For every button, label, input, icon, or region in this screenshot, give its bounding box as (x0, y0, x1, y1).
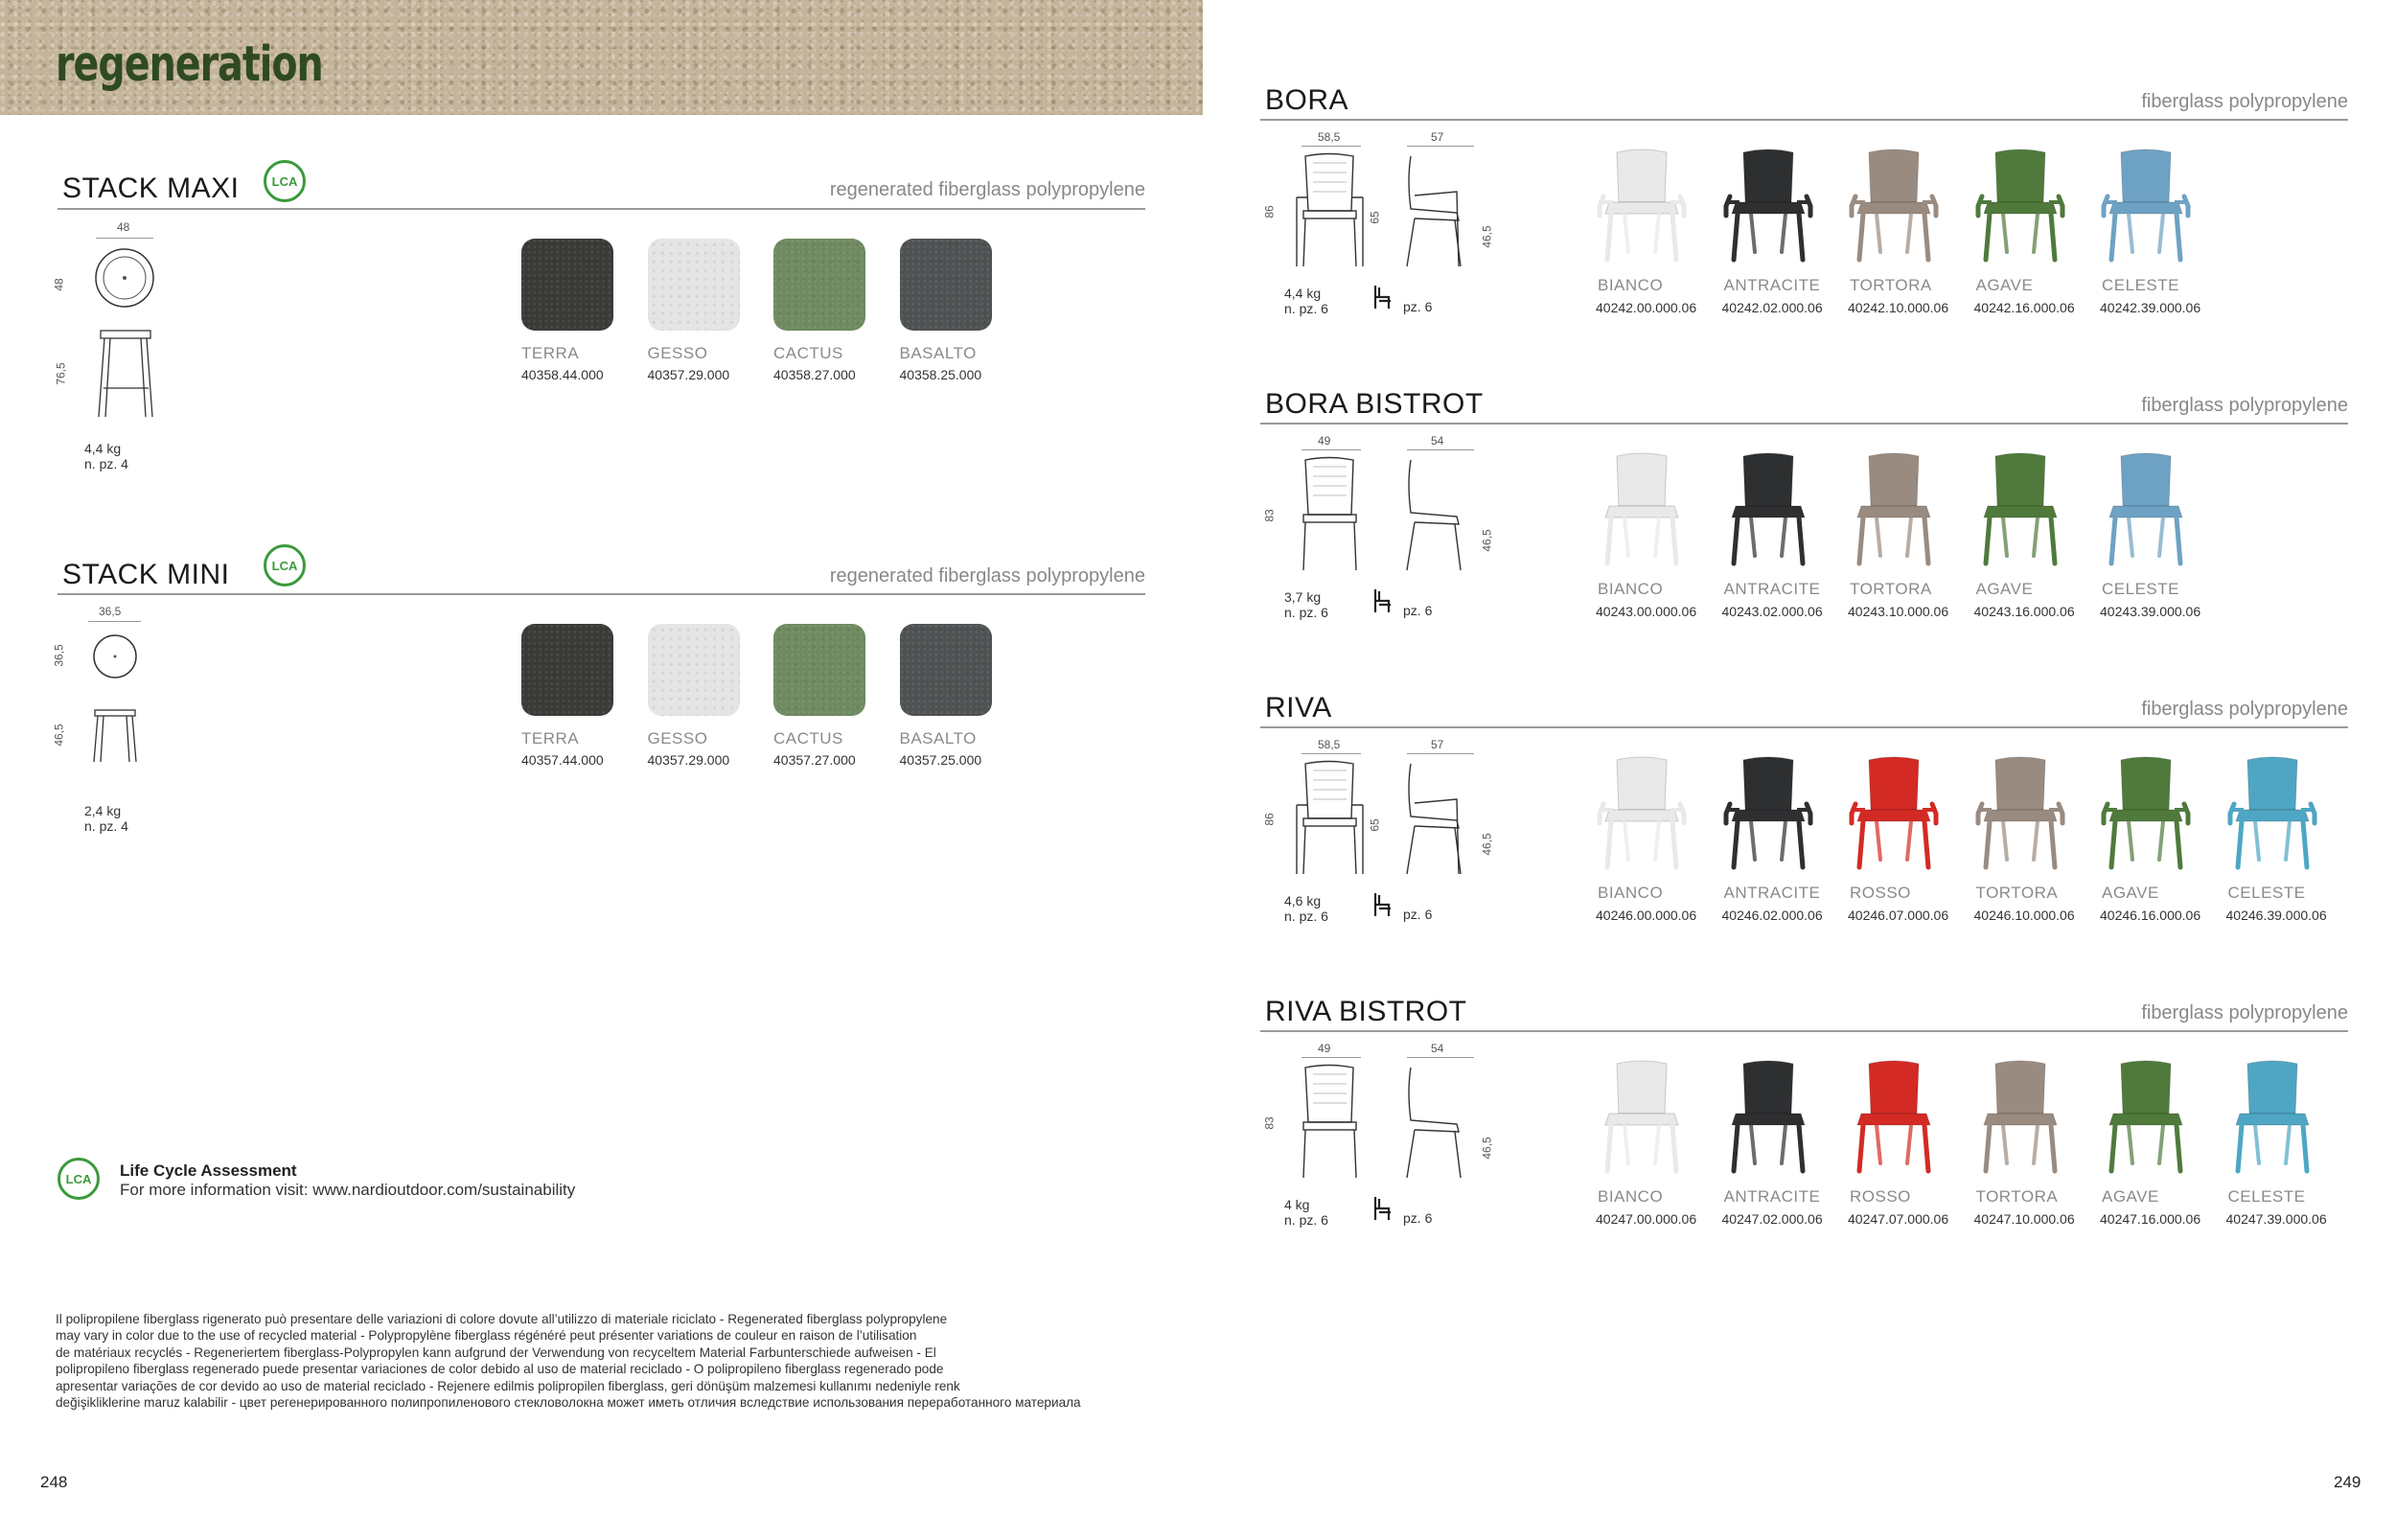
section-title: STACK MAXI (62, 172, 240, 204)
section-material: regenerated fiberglass polypropylene (829, 565, 1145, 586)
dim-width: 58,5 (1318, 130, 1341, 144)
disclaimer-line: may vary in color due to the use of recycled material - Polypropylène fiberglass régénéré peut présenter variations de couleur en raison de l’utilisation (56, 1328, 917, 1344)
lca-info-title: Life Cycle Assessment (120, 1161, 297, 1180)
chair-image-agave[interactable] (2100, 754, 2196, 874)
stack-icon (1372, 891, 1394, 923)
dim-line (88, 621, 141, 622)
dim-depth: 57 (1431, 738, 1444, 751)
color-name: BIANCO (1598, 580, 1664, 598)
dim-line (1407, 146, 1474, 147)
chair-image-bianco[interactable] (1596, 147, 1692, 266)
product-code: 40242.16.000.06 (1973, 300, 2075, 315)
color-swatch-cactus[interactable] (773, 239, 865, 331)
product-code: 40247.07.000.06 (1848, 1211, 1949, 1227)
product-code: 40246.07.000.06 (1848, 908, 1949, 923)
dim-depth: 54 (1431, 1042, 1444, 1055)
color-swatch-gesso[interactable] (648, 239, 740, 331)
section-title: RIVA BISTROT (1265, 996, 1467, 1027)
page-number: 249 (2334, 1473, 2361, 1491)
dim-depth: 48 (52, 278, 66, 291)
color-name: ROSSO (1850, 884, 1911, 902)
stool-mini-drawing (89, 632, 147, 767)
stack-pieces: pz. 6 (1403, 907, 1433, 922)
chair-front-drawing (1294, 151, 1366, 271)
color-name: CACTUS (773, 344, 843, 362)
chair-image-bianco[interactable] (1596, 450, 1692, 570)
chair-image-tortora[interactable] (1848, 147, 1944, 266)
section-divider (1260, 1030, 2348, 1032)
section-divider (1260, 423, 2348, 425)
dim-line (96, 238, 153, 239)
chair-side-drawing (1401, 1063, 1468, 1183)
product-code: 40242.00.000.06 (1596, 300, 1697, 315)
dim-seat-height: 46,5 (1480, 529, 1494, 552)
section-material: fiberglass polypropylene (2141, 91, 2348, 112)
dim-depth: 57 (1431, 130, 1444, 144)
color-swatch-terra[interactable] (521, 624, 613, 716)
chair-image-tortora[interactable] (1974, 1058, 2070, 1178)
pieces: n. pz. 6 (1284, 908, 1328, 924)
pieces: n. pz. 4 (84, 818, 128, 834)
chair-image-antracite[interactable] (1722, 147, 1818, 266)
dim-width: 48 (117, 220, 130, 234)
lca-badge-icon: LCA (58, 1158, 100, 1200)
dim-line (1302, 753, 1361, 754)
section-divider (1260, 726, 2348, 728)
product-code: 40243.00.000.06 (1596, 604, 1697, 619)
section-divider (1260, 119, 2348, 121)
lca-badge-icon: LCA (264, 544, 306, 586)
weight: 4,4 kg (84, 441, 122, 456)
chair-side-drawing (1401, 455, 1468, 575)
product-code: 40243.16.000.06 (1973, 604, 2075, 619)
product-code: 40246.39.000.06 (2225, 908, 2327, 923)
color-name: TERRA (521, 344, 580, 362)
section-title: STACK MINI (62, 559, 230, 590)
color-swatch-cactus[interactable] (773, 624, 865, 716)
color-name: GESSO (647, 729, 708, 747)
color-name: CELESTE (2227, 884, 2306, 902)
color-name: BIANCO (1598, 884, 1664, 902)
stack-icon (1372, 587, 1394, 619)
product-code: 40358.44.000 (521, 367, 604, 382)
product-code: 40247.02.000.06 (1721, 1211, 1823, 1227)
disclaimer-line: apresentar variações de cor devido ao uso de material reciclado - Rejenere edilmis polipropilen fiberglass, geri dönüşüm malzemesi kullanımı nedeniyle renk (56, 1378, 960, 1393)
color-name: ROSSO (1850, 1187, 1911, 1206)
weight: 3,7 kg (1284, 589, 1322, 605)
product-code: 40243.02.000.06 (1721, 604, 1823, 619)
dim-width: 36,5 (99, 605, 122, 618)
dim-width: 58,5 (1318, 738, 1341, 751)
product-code: 40357.29.000 (647, 752, 730, 768)
color-swatch-gesso[interactable] (648, 624, 740, 716)
dim-height: 86 (1262, 813, 1277, 826)
dim-line (1302, 146, 1361, 147)
color-name: BIANCO (1598, 276, 1664, 294)
page-number: 248 (40, 1473, 68, 1491)
chair-image-antracite[interactable] (1722, 754, 1818, 874)
color-name: CELESTE (2102, 580, 2179, 598)
dim-line (1302, 1057, 1361, 1058)
product-code: 40246.00.000.06 (1596, 908, 1697, 923)
color-name: TORTORA (1975, 884, 2059, 902)
product-code: 40357.25.000 (899, 752, 982, 768)
color-name: TORTORA (1850, 276, 1932, 294)
chair-image-bianco[interactable] (1596, 1058, 1692, 1178)
chair-image-rosso[interactable] (1848, 1058, 1944, 1178)
dim-height: 83 (1262, 509, 1277, 522)
color-name: AGAVE (2102, 884, 2159, 902)
color-name: GESSO (647, 344, 708, 362)
dim-line (1407, 753, 1474, 754)
dim-arm-height: 65 (1368, 211, 1382, 224)
color-name: BIANCO (1598, 1187, 1664, 1206)
chair-front-drawing (1294, 1063, 1366, 1183)
section-title: BORA BISTROT (1265, 388, 1484, 420)
product-code: 40247.10.000.06 (1973, 1211, 2075, 1227)
product-code: 40246.02.000.06 (1721, 908, 1823, 923)
weight: 2,4 kg (84, 803, 122, 818)
section-material: fiberglass polypropylene (2141, 699, 2348, 720)
color-name: TORTORA (1850, 580, 1932, 598)
color-name: TORTORA (1975, 1187, 2059, 1206)
color-name: ANTRACITE (1723, 580, 1821, 598)
dim-height: 83 (1262, 1116, 1277, 1130)
product-code: 40246.10.000.06 (1973, 908, 2075, 923)
chair-image-tortora[interactable] (1848, 450, 1944, 570)
chair-image-tortora[interactable] (1974, 754, 2070, 874)
color-name: ANTRACITE (1723, 1187, 1821, 1206)
product-code: 40357.44.000 (521, 752, 604, 768)
weight: 4,6 kg (1284, 893, 1322, 908)
chair-image-celeste[interactable] (2100, 147, 2196, 266)
product-code: 40242.02.000.06 (1721, 300, 1823, 315)
disclaimer-text (56, 1311, 1158, 1411)
chair-image-agave[interactable] (1974, 147, 2070, 266)
product-code: 40242.39.000.06 (2100, 300, 2201, 315)
pieces: n. pz. 4 (84, 456, 128, 471)
color-swatch-terra[interactable] (521, 239, 613, 331)
pieces: n. pz. 6 (1284, 1212, 1328, 1228)
dim-line (1302, 449, 1361, 450)
chair-image-agave[interactable] (1974, 450, 2070, 570)
product-code: 40357.27.000 (773, 752, 856, 768)
section-title: BORA (1265, 84, 1349, 116)
section-material: fiberglass polypropylene (2141, 395, 2348, 416)
color-name: AGAVE (2102, 1187, 2159, 1206)
brand-logo: regeneration (56, 36, 323, 93)
dim-height: 86 (1262, 205, 1277, 218)
color-name: BASALTO (899, 344, 977, 362)
dim-height: 76,5 (54, 362, 68, 385)
stack-pieces: pz. 6 (1403, 603, 1433, 618)
chair-front-drawing (1294, 759, 1366, 879)
stack-pieces: pz. 6 (1403, 299, 1433, 314)
disclaimer-line: Il polipropilene fiberglass rigenerato può presentare delle variazioni di colore dovute all’utilizzo di materiale riciclato - Regenerated fiberglass polypropylene (56, 1312, 948, 1326)
dim-arm-height: 65 (1368, 818, 1382, 832)
stack-icon (1372, 284, 1394, 315)
product-code: 40247.00.000.06 (1596, 1211, 1697, 1227)
color-name: ANTRACITE (1723, 276, 1821, 294)
chair-side-drawing (1401, 759, 1468, 879)
chair-image-antracite[interactable] (1722, 450, 1818, 570)
dim-seat-height: 46,5 (1480, 1137, 1494, 1160)
product-code: 40246.16.000.06 (2100, 908, 2201, 923)
pieces: n. pz. 6 (1284, 301, 1328, 316)
color-swatch-basalto[interactable] (900, 239, 992, 331)
section-divider (58, 593, 1145, 595)
chair-image-bianco[interactable] (1596, 754, 1692, 874)
color-name: CELESTE (2102, 276, 2179, 294)
disclaimer-line: de matériaux recyclés - Regeneriertem fiberglass-Polypropylen kann aufgrund der Verwendung von recyceltem Material Farbunterschiede aufweisen - El (56, 1345, 936, 1360)
color-name: CACTUS (773, 729, 843, 747)
dim-depth: 54 (1431, 434, 1444, 448)
color-name: ANTRACITE (1723, 884, 1821, 902)
product-code: 40247.39.000.06 (2225, 1211, 2327, 1227)
product-code: 40243.10.000.06 (1848, 604, 1949, 619)
product-code: 40357.29.000 (647, 367, 730, 382)
section-title: RIVA (1265, 692, 1332, 724)
dim-line (1407, 1057, 1474, 1058)
chair-front-drawing (1294, 455, 1366, 575)
dim-depth: 36,5 (52, 644, 66, 667)
product-code: 40242.10.000.06 (1848, 300, 1949, 315)
product-code: 40247.16.000.06 (2100, 1211, 2201, 1227)
pieces: n. pz. 6 (1284, 605, 1328, 620)
color-name: BASALTO (899, 729, 977, 747)
dim-seat-height: 46,5 (1480, 833, 1494, 856)
chair-image-agave[interactable] (2100, 1058, 2196, 1178)
chair-image-celeste[interactable] (2100, 450, 2196, 570)
lca-info-link[interactable]: For more information visit: www.nardioutdoor.com/sustainability (120, 1181, 576, 1199)
section-material: regenerated fiberglass polypropylene (829, 179, 1145, 200)
color-name: CELESTE (2227, 1187, 2306, 1206)
dim-width: 49 (1318, 434, 1331, 448)
disclaimer-line: değişikliklerine maruz kalabilir - цвет регенерированного полипропиленового стекловолокна может иметь отличия вследствие использования переработанного материала (56, 1395, 1081, 1411)
color-name: AGAVE (1975, 580, 2034, 598)
product-code: 40358.27.000 (773, 367, 856, 382)
section-divider (58, 208, 1145, 210)
color-name: TERRA (521, 729, 580, 747)
weight: 4 kg (1284, 1197, 1310, 1212)
lca-badge-icon: LCA (264, 160, 306, 202)
dim-width: 49 (1318, 1042, 1331, 1055)
stack-icon (1372, 1195, 1394, 1227)
product-code: 40358.25.000 (899, 367, 982, 382)
chair-side-drawing (1401, 151, 1468, 271)
section-material: fiberglass polypropylene (2141, 1002, 2348, 1023)
dim-height: 46,5 (52, 724, 66, 747)
dim-seat-height: 46,5 (1480, 225, 1494, 248)
disclaimer-line: polipropileno fiberglass regenerado puede presentar variaciones de color debido al uso de material reciclado - O polipropileno fiberglass regenerado pode (56, 1362, 944, 1377)
chair-image-antracite[interactable] (1722, 1058, 1818, 1178)
color-swatch-basalto[interactable] (900, 624, 992, 716)
dim-line (1407, 449, 1474, 450)
weight: 4,4 kg (1284, 286, 1322, 301)
stack-pieces: pz. 6 (1403, 1210, 1433, 1226)
color-name: AGAVE (1975, 276, 2034, 294)
chair-image-celeste[interactable] (2226, 1058, 2322, 1178)
stool-maxi-drawing (91, 244, 163, 426)
chair-image-rosso[interactable] (1848, 754, 1944, 874)
product-code: 40243.39.000.06 (2100, 604, 2201, 619)
chair-image-celeste[interactable] (2226, 754, 2322, 874)
